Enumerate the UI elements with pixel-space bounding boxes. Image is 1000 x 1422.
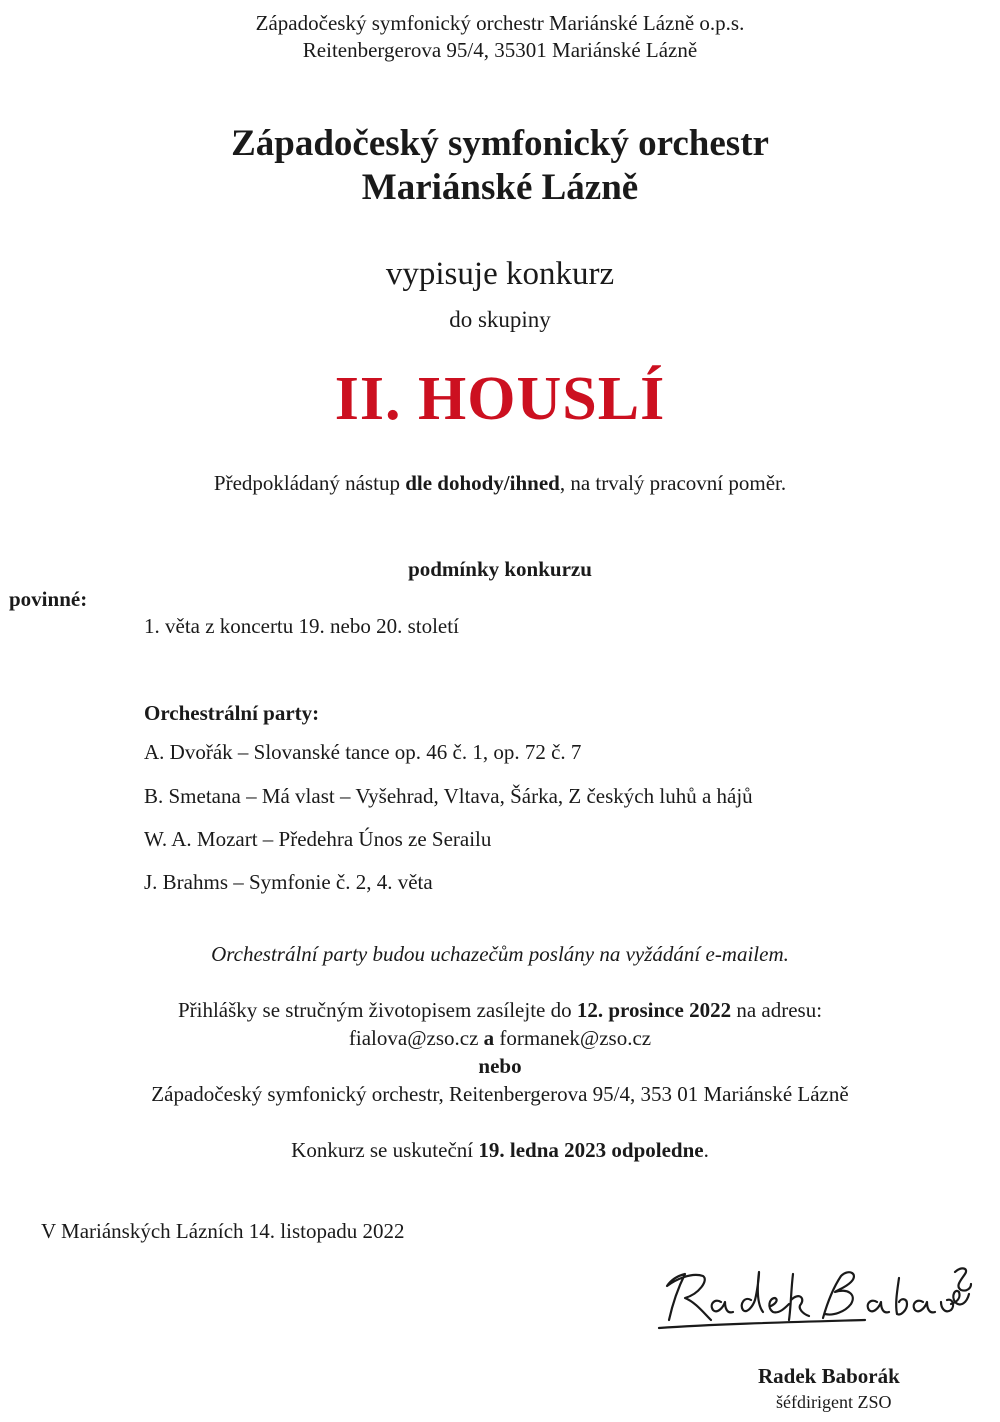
orchestral-item: J. Brahms – Symfonie č. 2, 4. věta [144, 870, 433, 894]
application-address: Západočeský symfonický orchestr, Reitenbergerova 95/4, 353 01 Mariánské Lázně [151, 1082, 849, 1106]
audition-suffix: . [703, 1138, 709, 1162]
emails-and: a [478, 1026, 500, 1050]
application-emails [0, 1024, 1000, 1052]
organization-name: Západočeský symfonický orchestr Mariánské Lázně o.p.s. [255, 11, 745, 35]
application-block [0, 996, 1000, 1108]
email-link-2[interactable]: formanek@zso.cz [499, 1026, 652, 1050]
deadline-prefix: Přihlášky se stručným životopisem zasílejte do [177, 998, 577, 1022]
audition-prefix: Konkurz se uskuteční [291, 1138, 479, 1162]
start-conditions [0, 471, 1000, 496]
application-deadline [0, 996, 1000, 1024]
deadline-suffix: na adresu: [731, 998, 823, 1022]
application-or: nebo [478, 1054, 522, 1078]
organization-header [0, 10, 1000, 64]
mandatory-label: povinné: [9, 587, 88, 611]
signatory-name: Radek Baborák [758, 1364, 900, 1388]
document-title [0, 122, 1000, 210]
place-date: V Mariánských Lázních 14. listopadu 2022 [41, 1219, 405, 1243]
audition-bold: 19. ledna 2023 odpoledne [478, 1138, 704, 1162]
handwritten-signature [655, 1258, 975, 1338]
start-prefix: Předpokládaný nástup [213, 471, 406, 495]
subtitle-group: do skupiny [449, 307, 551, 332]
audition-date [0, 1138, 1000, 1163]
orchestral-item: B. Smetana – Má vlast – Vyšehrad, Vltava, Šárka, Z českých luhů a hájů [144, 784, 753, 808]
title-line-1: Západočeský symfonický orchestr [231, 123, 769, 164]
deadline-date: 12. prosince 2022 [576, 998, 732, 1022]
conditions-heading: podmínky konkurzu [408, 557, 592, 581]
start-suffix: , na trvalý pracovní poměr. [559, 471, 787, 495]
orchestral-item: A. Dvořák – Slovanské tance op. 46 č. 1, op. 72 č. 7 [144, 740, 582, 764]
orchestral-note: Orchestrální party budou uchazečům poslány na vyžádání e-mailem. [211, 942, 789, 966]
subtitle-announces: vypisuje konkurz [385, 256, 615, 292]
email-link-1[interactable]: fialova@zso.cz [348, 1026, 479, 1050]
mandatory-item: 1. věta z koncertu 19. nebo 20. století [144, 614, 459, 638]
orchestral-item: W. A. Mozart – Předehra Únos ze Serailu [144, 827, 492, 851]
orchestral-heading: Orchestrální party: [144, 701, 320, 725]
start-bold: dle dohody/ihned [405, 471, 560, 495]
organization-address: Reitenbergerova 95/4, 35301 Mariánské Lázně [302, 38, 698, 62]
instrument-heading: II. HOUSLÍ [334, 365, 666, 433]
title-line-2: Mariánské Lázně [361, 167, 639, 208]
signatory-role: šéfdirigent ZSO [776, 1392, 892, 1412]
